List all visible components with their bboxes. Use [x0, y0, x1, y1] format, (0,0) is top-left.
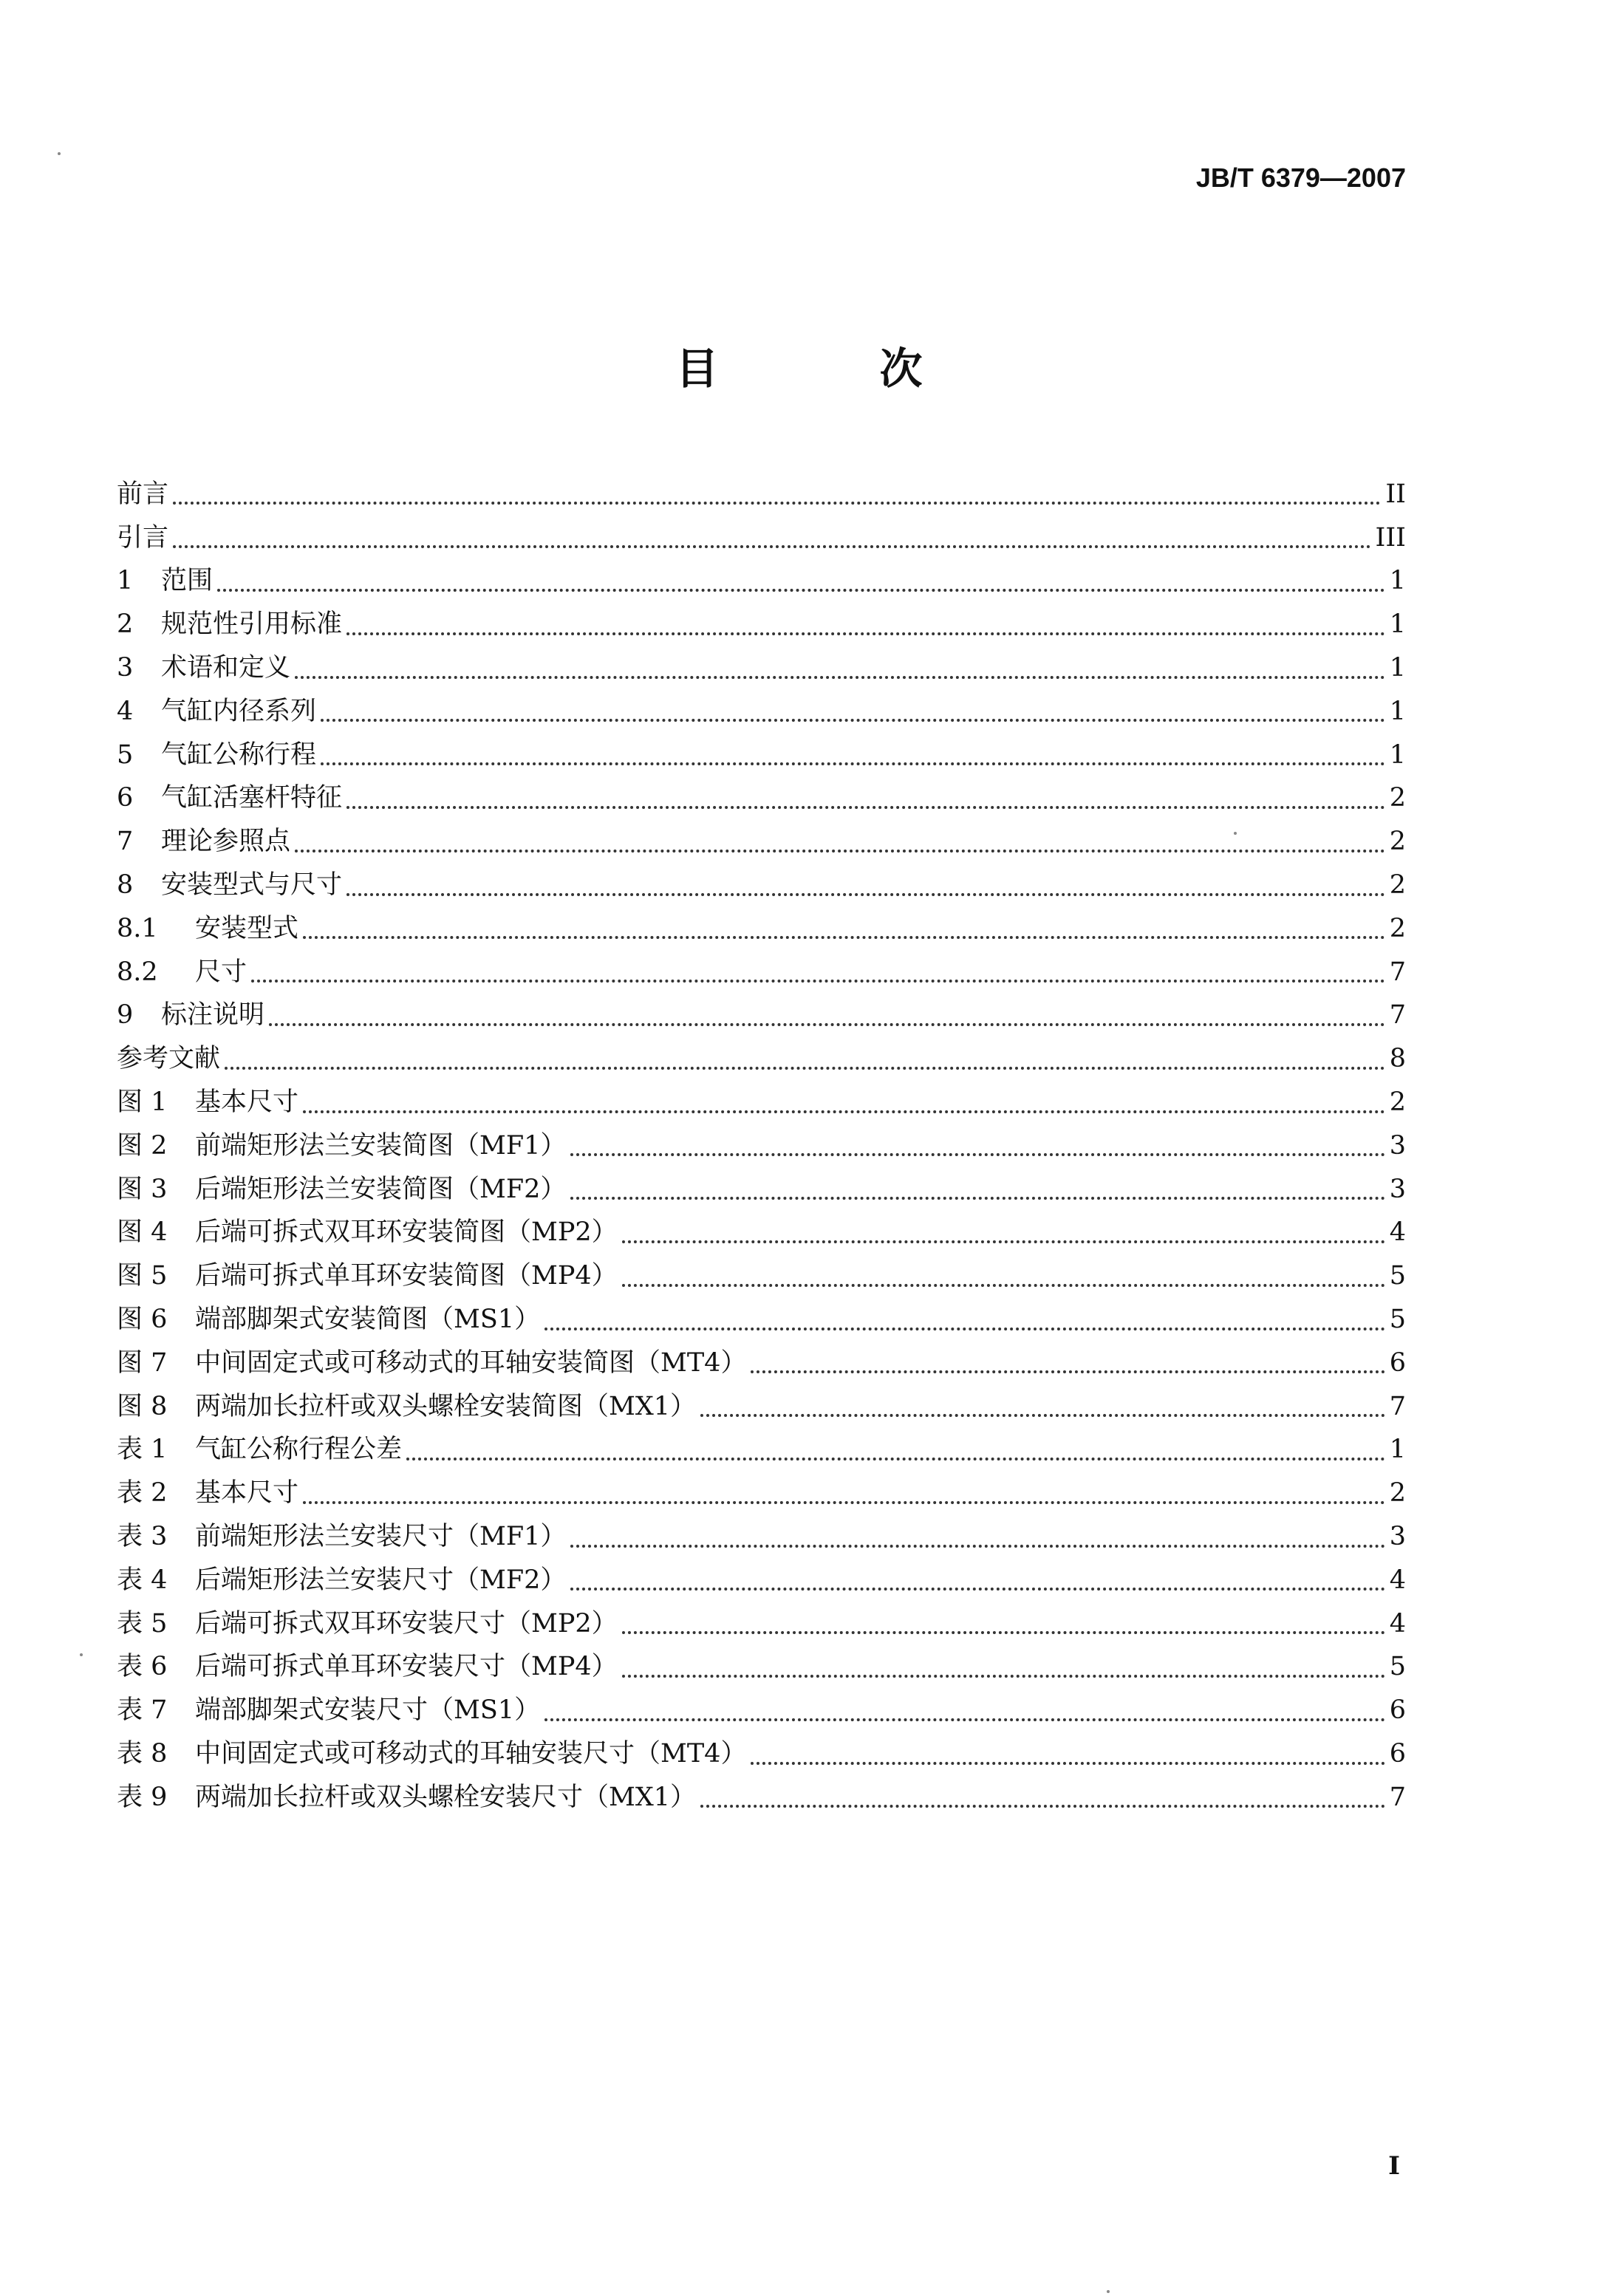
- toc-entry-label: 后端矩形法兰安装简图（MF2）: [195, 1174, 567, 1204]
- dot-leader: [225, 1067, 1385, 1070]
- toc-entry-page: 1: [1389, 609, 1406, 640]
- toc-entry-number: 图 7: [117, 1347, 168, 1378]
- toc-entry-number: 1: [117, 566, 134, 596]
- toc-entry-label: 两端加长拉杆或双头螺栓安装尺寸（MX1）: [195, 1782, 697, 1812]
- dot-leader: [544, 1328, 1385, 1330]
- toc-entry[interactable]: [117, 1254, 1406, 1298]
- toc-entry-page: 3: [1389, 1522, 1406, 1552]
- toc-entry-number: 6: [117, 783, 134, 813]
- toc-entry-label: 后端可拆式单耳环安装尺寸（MP4）: [195, 1652, 618, 1682]
- toc-entry-label: 端部脚架式安装简图（MS1）: [195, 1305, 541, 1335]
- dot-leader: [622, 1240, 1385, 1243]
- toc-entry-label: 前言: [117, 479, 169, 509]
- toc-entry-number: 表 6: [117, 1652, 168, 1682]
- toc-entry[interactable]: [117, 1385, 1406, 1429]
- toc-entry-number: 表 7: [117, 1695, 168, 1726]
- toc-entry-label: 端部脚架式安装尺寸（MS1）: [195, 1695, 541, 1726]
- toc-entry-label: 后端可拆式双耳环安装简图（MP2）: [195, 1217, 618, 1248]
- toc-entry[interactable]: [117, 1602, 1406, 1646]
- toc-entry-label: 前端矩形法兰安装简图（MF1）: [195, 1130, 567, 1161]
- toc-entry-page: 8: [1389, 1044, 1406, 1074]
- toc-entry-number: 图 5: [117, 1261, 168, 1291]
- toc-entry[interactable]: [117, 1559, 1406, 1602]
- toc-entry-number: 图 6: [117, 1305, 168, 1335]
- page-title: 目 次: [675, 344, 982, 394]
- toc-entry[interactable]: [117, 777, 1406, 821]
- toc-entry-number: 表 9: [117, 1782, 168, 1812]
- toc-entry-label: 理论参照点: [161, 827, 291, 857]
- toc-entry-number: 图 4: [117, 1217, 168, 1248]
- toc-entry-page: 1: [1389, 1435, 1406, 1465]
- dot-leader: [751, 1762, 1384, 1765]
- scan-speck: [1107, 2290, 1110, 2293]
- toc-entry-page: 4: [1389, 1217, 1406, 1248]
- toc-entry-page: 2: [1389, 870, 1406, 901]
- toc-entry-page: 2: [1389, 1478, 1406, 1509]
- toc-entry[interactable]: [117, 1168, 1406, 1212]
- toc-entry-number: 图 8: [117, 1391, 168, 1421]
- toc-entry-number: 2: [117, 609, 134, 640]
- toc-entry-number: 表 4: [117, 1565, 168, 1595]
- toc-entry-page: 7: [1389, 1391, 1406, 1421]
- toc-entry-page: 1: [1389, 653, 1406, 683]
- toc-entry-page: 3: [1389, 1174, 1406, 1204]
- toc-entry-label: 基本尺寸: [195, 1478, 299, 1509]
- toc-entry-number: 5: [117, 739, 134, 770]
- dot-leader: [570, 1588, 1384, 1591]
- toc-entry-number: 7: [117, 827, 134, 857]
- toc-entry-label: 后端可拆式单耳环安装简图（MP4）: [195, 1261, 618, 1291]
- dot-leader: [303, 1501, 1385, 1504]
- toc-entry-label: 基本尺寸: [195, 1087, 299, 1118]
- toc-entry-number: 表 3: [117, 1522, 168, 1552]
- toc-entry-label: 安装型式: [195, 913, 299, 943]
- toc-entry-number: 图 1: [117, 1087, 168, 1118]
- dot-leader: [217, 589, 1385, 592]
- toc-entry-page: 2: [1389, 783, 1406, 813]
- toc-entry-label: 气缸公称行程公差: [195, 1435, 403, 1465]
- toc-entry[interactable]: [117, 907, 1406, 951]
- toc-entry[interactable]: [117, 1342, 1406, 1385]
- toc-entry-label: 后端可拆式双耳环安装尺寸（MP2）: [195, 1608, 618, 1639]
- dot-leader: [173, 502, 1381, 505]
- toc-entry-number: 9: [117, 1000, 134, 1031]
- toc-entry[interactable]: [117, 1776, 1406, 1820]
- toc-entry-page: 3: [1389, 1130, 1406, 1161]
- toc-entry-number: 表 8: [117, 1739, 168, 1769]
- toc-entry[interactable]: [117, 646, 1406, 690]
- toc-entry[interactable]: [117, 1689, 1406, 1732]
- dot-leader: [251, 980, 1385, 983]
- toc-entry[interactable]: [117, 820, 1406, 864]
- toc-entry-label: 术语和定义: [161, 653, 291, 683]
- toc-entry-page: 5: [1389, 1652, 1406, 1682]
- dot-leader: [570, 1153, 1384, 1156]
- toc-entry[interactable]: [117, 1124, 1406, 1168]
- toc-entry[interactable]: [117, 1212, 1406, 1255]
- toc-entry[interactable]: [117, 1646, 1406, 1689]
- toc-entry-label: 规范性引用标准: [161, 609, 343, 640]
- page-number: I: [1388, 2151, 1400, 2181]
- toc-entry-page: 7: [1389, 1782, 1406, 1812]
- toc-entry-page: 5: [1389, 1305, 1406, 1335]
- toc-entry-page: 7: [1389, 957, 1406, 987]
- toc-entry[interactable]: [117, 1429, 1406, 1472]
- toc-entry-page: 2: [1389, 827, 1406, 857]
- dot-leader: [346, 632, 1385, 635]
- toc-entry-number: 4: [117, 696, 134, 726]
- toc-entry-label: 尺寸: [195, 957, 247, 987]
- toc-entry[interactable]: [117, 1515, 1406, 1559]
- toc-entry-label: 前端矩形法兰安装尺寸（MF1）: [195, 1522, 567, 1552]
- dot-leader: [173, 545, 1371, 548]
- dot-leader: [346, 893, 1385, 896]
- toc-entry-page: 1: [1389, 696, 1406, 726]
- dot-leader: [406, 1458, 1385, 1460]
- toc-entry[interactable]: [117, 473, 1406, 516]
- dot-leader: [622, 1284, 1385, 1287]
- toc-entry-label: 标注说明: [161, 1000, 265, 1031]
- toc-entry[interactable]: [117, 1298, 1406, 1342]
- toc-entry-page: III: [1375, 522, 1406, 553]
- toc-entry-page: 6: [1389, 1347, 1406, 1378]
- scan-speck: [1234, 832, 1237, 835]
- toc-entry-label: 气缸公称行程: [161, 739, 317, 770]
- toc-entry[interactable]: [117, 994, 1406, 1038]
- dot-leader: [303, 936, 1385, 939]
- standard-code: JB/T 6379—2007: [1195, 163, 1406, 193]
- toc-entry-page: II: [1385, 479, 1406, 509]
- dot-leader: [622, 1675, 1385, 1678]
- dot-leader: [321, 719, 1385, 722]
- toc-entry-number: 3: [117, 653, 134, 683]
- dot-leader: [544, 1718, 1385, 1721]
- dot-leader: [570, 1545, 1384, 1548]
- toc-entry[interactable]: [117, 560, 1406, 604]
- scan-speck: [58, 152, 61, 155]
- toc-entry[interactable]: [117, 1037, 1406, 1081]
- dot-leader: [751, 1370, 1384, 1373]
- toc-entry-number: 8.2: [117, 957, 158, 987]
- toc-entry-label: 引言: [117, 522, 169, 553]
- dot-leader: [700, 1805, 1385, 1808]
- toc-entry[interactable]: [117, 951, 1406, 994]
- toc-entry-label: 两端加长拉杆或双头螺栓安装简图（MX1）: [195, 1391, 697, 1421]
- toc-entry[interactable]: [117, 1732, 1406, 1776]
- toc-entry[interactable]: [117, 1472, 1406, 1515]
- toc-entry-label: 气缸内径系列: [161, 696, 317, 726]
- toc-entry-number: 图 2: [117, 1130, 168, 1161]
- toc-entry-number: 表 2: [117, 1478, 168, 1509]
- toc-entry-page: 4: [1389, 1608, 1406, 1639]
- toc-entry-label: 中间固定式或可移动式的耳轴安装简图（MT4）: [195, 1347, 747, 1378]
- toc-entry-number: 图 3: [117, 1174, 168, 1204]
- dot-leader: [303, 1110, 1385, 1113]
- dot-leader: [269, 1023, 1385, 1026]
- toc-entry[interactable]: [117, 516, 1406, 560]
- toc-entry-label: 气缸活塞杆特征: [161, 783, 343, 813]
- dot-leader: [346, 806, 1385, 809]
- toc-entry[interactable]: [117, 690, 1406, 734]
- toc-entry-label: 安装型式与尺寸: [161, 870, 343, 901]
- toc-entry-page: 2: [1389, 1087, 1406, 1118]
- toc-entry[interactable]: [117, 864, 1406, 907]
- toc-entry-number: 表 1: [117, 1435, 168, 1465]
- dot-leader: [700, 1414, 1385, 1417]
- table-of-contents: [117, 473, 1406, 1820]
- toc-entry-label: 范围: [161, 566, 214, 596]
- toc-entry-page: 6: [1389, 1695, 1406, 1726]
- scan-speck: [80, 1653, 83, 1656]
- toc-entry-page: 1: [1389, 739, 1406, 770]
- toc-entry-number: 8.1: [117, 913, 158, 943]
- dot-leader: [570, 1197, 1384, 1200]
- toc-entry-page: 1: [1389, 566, 1406, 596]
- toc-entry-label: 参考文献: [117, 1044, 221, 1074]
- toc-entry[interactable]: [117, 603, 1406, 646]
- toc-entry[interactable]: [117, 734, 1406, 777]
- toc-entry-label: 中间固定式或可移动式的耳轴安装尺寸（MT4）: [195, 1739, 747, 1769]
- toc-entry-page: 6: [1389, 1739, 1406, 1769]
- dot-leader: [321, 762, 1385, 765]
- toc-entry-label: 后端矩形法兰安装尺寸（MF2）: [195, 1565, 567, 1595]
- toc-entry[interactable]: [117, 1081, 1406, 1124]
- toc-entry-page: 2: [1389, 913, 1406, 943]
- toc-entry-number: 8: [117, 870, 134, 901]
- toc-entry-page: 4: [1389, 1565, 1406, 1595]
- toc-entry-page: 7: [1389, 1000, 1406, 1031]
- dot-leader: [295, 676, 1385, 679]
- toc-entry-page: 5: [1389, 1261, 1406, 1291]
- dot-leader: [295, 850, 1385, 853]
- toc-entry-number: 表 5: [117, 1608, 168, 1639]
- dot-leader: [622, 1631, 1385, 1634]
